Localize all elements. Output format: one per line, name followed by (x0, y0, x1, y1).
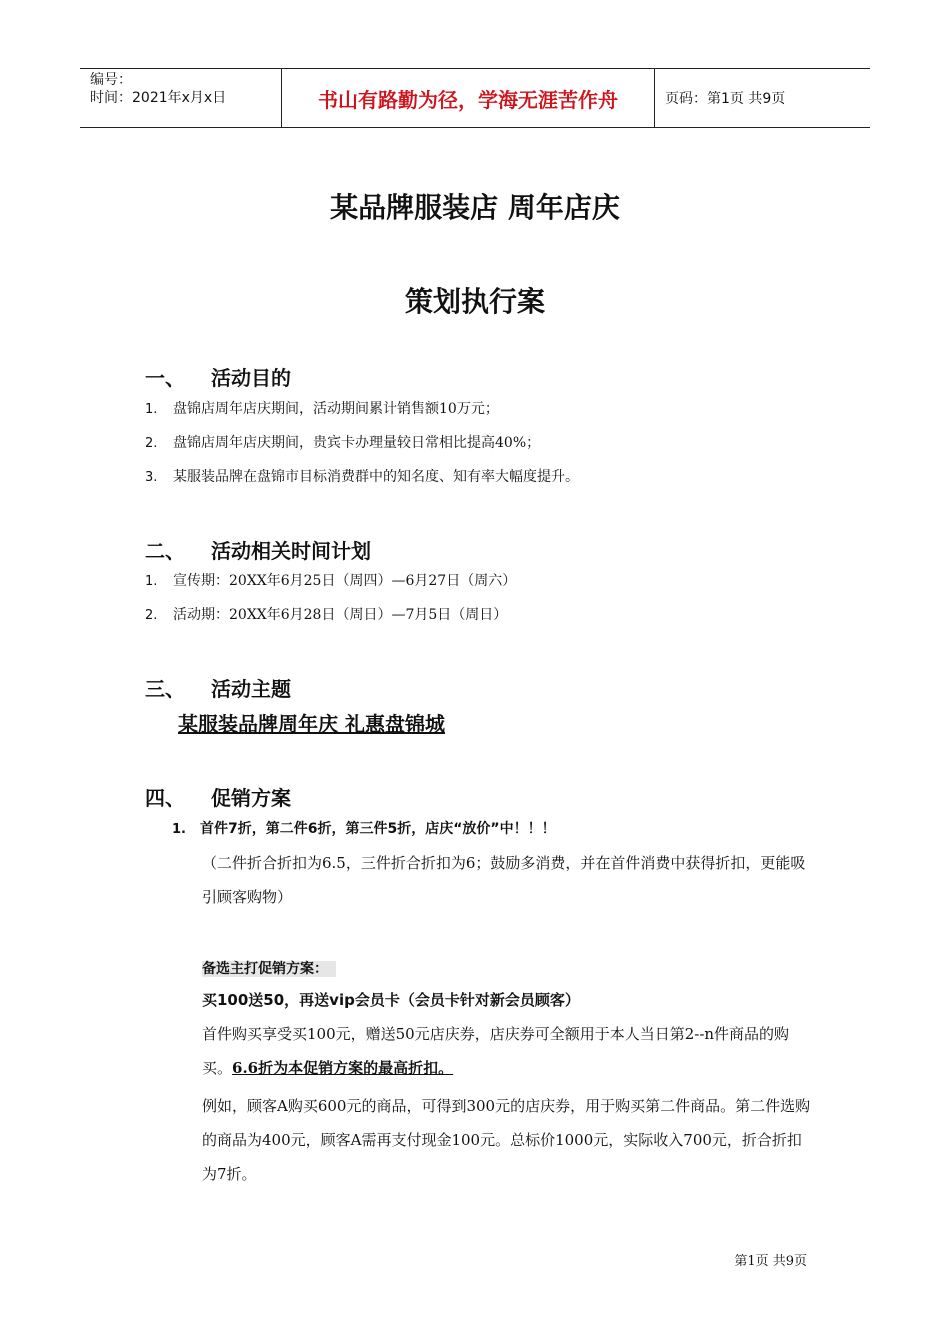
section-title: 活动目的 (211, 366, 291, 390)
header-meta (80, 69, 282, 127)
list-item: 1. 宣传期：20XX年6月25日（周四）—6月27日（周六） (145, 573, 517, 589)
section-title: 活动相关时间计划 (211, 539, 371, 563)
promo-item-1: 1. 首件7折，第二件6折，第三件5折，店庆“放价”中！！！ (172, 821, 556, 837)
max-discount-note: 6.6折为本促销方案的最高折扣。 (232, 1059, 454, 1077)
section-number: 二、 (145, 539, 185, 563)
list-item: 1. 盘锦店周年店庆期间，活动期间累计销售额10万元； (145, 401, 499, 417)
section-number: 一、 (145, 366, 185, 390)
section-heading-1 (145, 362, 291, 391)
number-label: 编号： (90, 72, 132, 88)
section-number: 三、 (145, 677, 185, 701)
alt-heading: 备选主打促销方案： (202, 952, 812, 986)
section-heading-3 (145, 673, 291, 702)
section-title: 活动主题 (211, 677, 291, 701)
document-subtitle: 策划执行案 (404, 285, 545, 318)
alt-description: 首件购买享受买100元，赠送50元店庆券，店庆券可全额用于本人当日第2--n件商品的购买。6.6折为本促销方案的最高折扣。 (202, 1025, 790, 1077)
section-heading-2 (145, 535, 371, 564)
list-item: 2. 盘锦店周年店庆期间，贵宾卡办理量较日常相比提高40%； (145, 435, 541, 451)
list-item: 2. 活动期：20XX年6月28日（周日）—7月5日（周日） (145, 607, 508, 623)
header-page-info: 页码：第1页 共9页 (665, 91, 786, 107)
list-item: 3. 某服装品牌在盘锦市目标消费群中的知名度、知有率大幅度提升。 (145, 469, 579, 485)
document-title: 某品牌服装店 周年店庆 (330, 191, 620, 224)
promo-note: （二件折合折扣为6.5，三件折合折扣为6；鼓励多消费，并在首件消费中获得折扣，更能吸引顾客购物） (202, 854, 806, 906)
example-paragraph: 例如，顾客A购买600元的商品，可得到300元的店庆券，用于购买第二件商品。第二件选购的商品为400元，顾客A需再支付现金100元。总标价1000元，实际收入700元，折合折扣为7折。 (202, 1097, 811, 1183)
alt-title: 买100送50，再送vip会员卡（会员卡针对新会员顾客） (202, 991, 580, 1009)
header-motto: 书山有路勤为径，学海无涯苦作舟 (282, 69, 655, 127)
page-header (80, 68, 870, 128)
section-title: 促销方案 (211, 786, 291, 810)
time-label: 时间：2021年x月x日 (90, 90, 227, 106)
section-number: 四、 (145, 786, 185, 810)
section-heading-4 (145, 782, 291, 811)
page-footer: 第1页 共9页 (734, 1254, 807, 1269)
activity-theme: 某服装品牌周年庆 礼惠盘锦城 (178, 712, 445, 736)
